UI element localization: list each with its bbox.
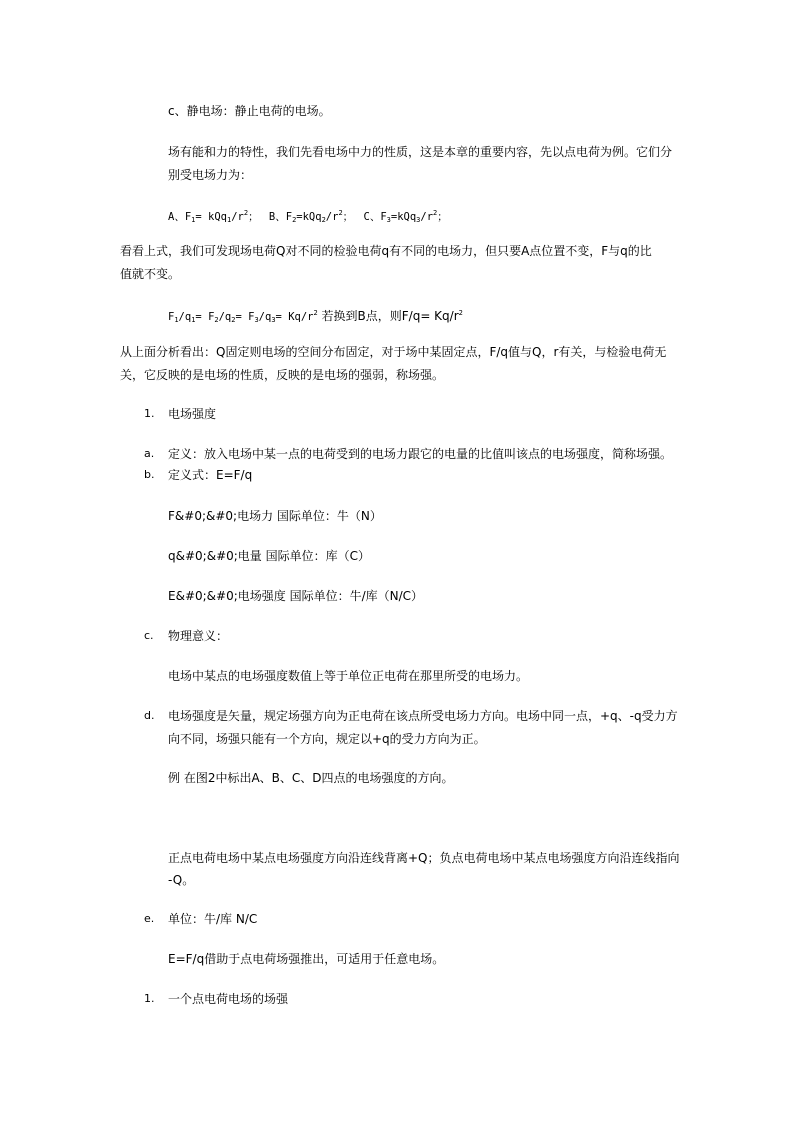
vector-paragraph-line-2: 向不同，场强只能有一个方向，规定以+q的受力方向为正。	[168, 732, 486, 746]
list-marker-a: a.	[144, 447, 155, 460]
unit-line: 单位：牛/库 N/C	[168, 912, 258, 926]
force-equations	[168, 205, 448, 228]
list-marker-b: b.	[144, 468, 155, 481]
force-A: A、$F_1= kQq_1/r^2$；	[168, 209, 259, 224]
vector-paragraph-line-1: 电场强度是矢量，规定场强方向为正电荷在该点所受电场力方向。电场中同一点，+q、-q受力方	[168, 709, 678, 723]
physical-meaning-heading: 物理意义：	[168, 629, 229, 643]
static-field-line: c、静电场：静止电荷的电场。	[168, 104, 331, 118]
section-heading-field-strength: 电场强度	[168, 407, 217, 421]
definition-formula: 定义式：E=F/q	[168, 468, 253, 482]
example-line: 例 在图2中标出A、B、C、D四点的电场强度的方向。	[168, 771, 454, 785]
physical-meaning-body: 电场中某点的电场强度数值上等于单位正电荷在那里所受的电场力。	[168, 669, 529, 683]
list-marker-e: e.	[144, 912, 155, 925]
force-C: C、$F_3=kQq_3/r^2$；	[363, 209, 448, 224]
definition-text: 定义：放入电场中某一点的电荷受到的电场力跟它的电量的比值叫该点的电场强度，简称场强。	[168, 447, 673, 461]
analysis-paragraph-line-2: 关，它反映的是电场的性质，反映的是电场的强弱，称场强。	[120, 368, 445, 382]
unit-charge-line: q&#0;&#0;电量 国际单位：库（C）	[168, 549, 370, 563]
intro-paragraph-line-1: 场有能和力的特性，我们先看电场中力的性质，这是本章的重要内容，先以点电荷为例。它们分	[168, 145, 673, 159]
unit-force-line: F&#0;&#0;电场力 国际单位：牛（N）	[168, 509, 382, 523]
list-marker-d: d.	[144, 709, 155, 722]
list-marker-c: c.	[144, 629, 154, 642]
ratio-equation: $F_1/q_1= F_2/q_2= F_3/q_3= Kq/r^2$ 若换到B点，则$F/q= Kq/r^2$	[168, 309, 463, 324]
section-heading-point-charge: 一个点电荷电场的场强	[168, 992, 289, 1006]
list-number-1-second: 1.	[144, 992, 155, 1005]
observe-paragraph-line-1: 看看上式，我们可发现场电荷Q对不同的检验电荷q有不同的电场力，但只要A点位置不变，F与q的比	[120, 244, 652, 258]
direction-paragraph-line-2: -Q。	[168, 873, 195, 887]
force-B: B、$F_2=kQq_2/r^2$；	[268, 209, 354, 224]
intro-paragraph-line-2: 别受电场力为：	[168, 168, 253, 182]
observe-paragraph-line-2: 值就不变。	[120, 267, 181, 281]
direction-paragraph-line-1: 正点电荷电场中某点电场强度方向沿连线背离+Q；负点电荷电场中某点电场强度方向沿连线指向	[168, 851, 680, 865]
analysis-paragraph-line-1: 从上面分析看出：Q固定则电场的空间分布固定，对于场中某固定点，F/q值与Q，r有关，与检验电荷无	[120, 345, 667, 359]
general-applicability-line: E=F/q借助于点电荷场强推出，可适用于任意电场。	[168, 952, 445, 966]
unit-field-line: E&#0;&#0;电场强度 国际单位：牛/库（N/C）	[168, 589, 424, 603]
list-number-1: 1.	[144, 407, 155, 420]
